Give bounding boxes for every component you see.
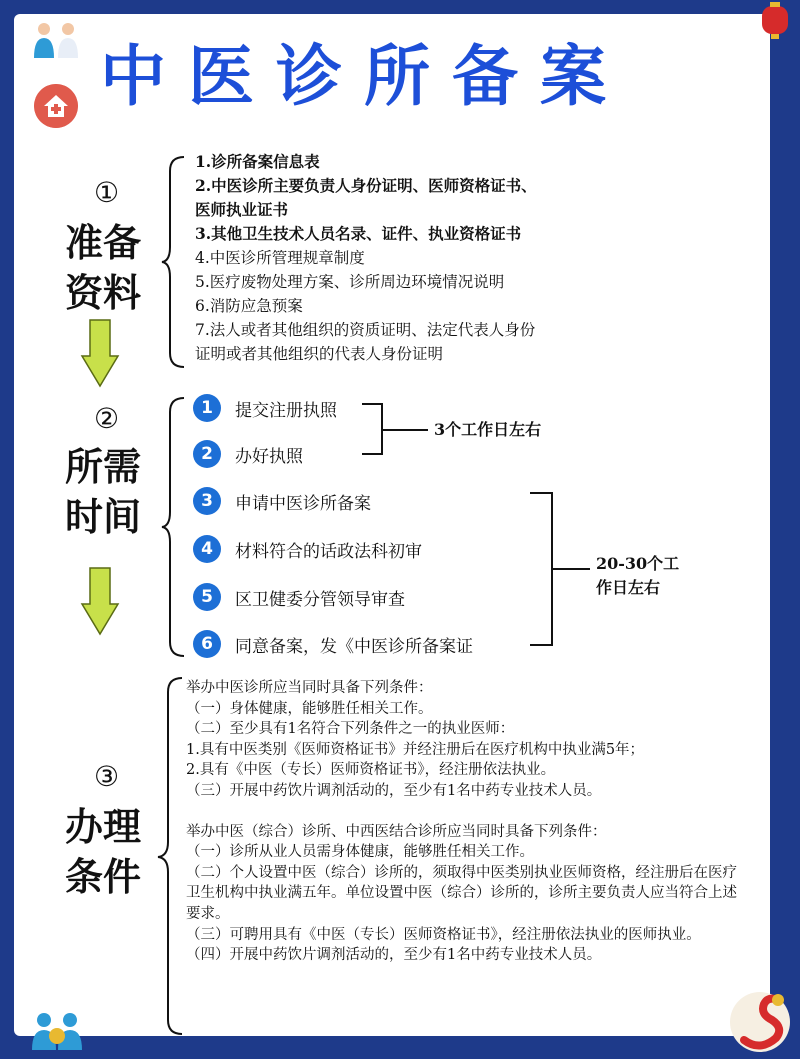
condition-line: 举办中医（综合）诊所、中西医结合诊所应当同时具备下列条件： — [186, 823, 607, 840]
step-3-text: 申请中医诊所备案 — [235, 493, 371, 514]
medical-house-icon — [34, 84, 78, 128]
time-note-2 — [596, 552, 679, 600]
condition-line: 2.具有《中医（专长）医师资格证书》，经注册依法执业。 — [186, 762, 556, 779]
condition-line: （三）可聘用具有《中医（专长）医师资格证书》，经注册依法执业的医师执业。 — [186, 926, 701, 943]
section-1-label-line1: 准备 — [64, 221, 141, 265]
step-6-badge: 6 — [193, 630, 221, 658]
condition-spacer — [186, 802, 746, 822]
lantern-decoration-icon — [750, 0, 800, 40]
team-icon — [30, 1010, 84, 1050]
condition-line: 1.具有中医类别《医师资格证书》并经注册后在医疗机构中执业满5年； — [186, 741, 645, 758]
time-note-2-line2: 作日左右 — [596, 578, 661, 597]
step-2 — [193, 438, 303, 470]
step-2-badge: 2 — [193, 440, 221, 468]
down-arrow-icon — [80, 318, 120, 388]
step-4 — [193, 533, 422, 565]
condition-line: （四）开展中药饮片调剂活动的，至少有1名中药专业技术人员。 — [186, 947, 602, 964]
step-1 — [193, 392, 337, 424]
conditions-block — [186, 678, 746, 966]
step-5-text: 区卫健委分管领导审查 — [235, 589, 405, 610]
section-2-label — [48, 442, 158, 542]
section-2-number: ② — [94, 402, 120, 435]
section-3-label-line1: 办理 — [64, 805, 141, 849]
step-6 — [193, 628, 473, 660]
section-1-brace — [160, 155, 186, 370]
condition-line: （三）开展中药饮片调剂活动的，至少有1名中药专业技术人员。 — [186, 782, 602, 799]
material-item: 3.其他卫生技术人员名录、证件、执业资格证书 — [195, 224, 522, 243]
material-item: 1.诊所备案信息表 — [195, 152, 320, 171]
condition-line: （一）诊所从业人员需身体健康，能够胜任相关工作。 — [186, 844, 534, 861]
down-arrow-icon — [80, 566, 120, 636]
section-3-label-line2: 条件 — [64, 855, 141, 899]
snake-decoration-icon — [720, 980, 800, 1059]
materials-list — [195, 150, 537, 366]
section-1-label — [48, 218, 158, 318]
condition-line: 举办中医诊所应当同时具备下列条件： — [186, 680, 433, 696]
step-2-text: 办好执照 — [235, 446, 303, 467]
condition-line: （二）个人设置中医（综合）诊所的，须取得中医类别执业医师资格，经注册后在医疗卫生机构中执业满五年。单位设置中医（综合）诊所的，诊所主要负责人应当符合上述要求。 — [186, 864, 737, 922]
doctor-patient-icon — [30, 20, 82, 60]
section-3-label — [48, 802, 158, 902]
time-note-1: 3个工作日左右 — [434, 420, 542, 439]
material-item: 4.中医诊所管理规章制度 — [195, 249, 365, 267]
material-item: 5.医疗废物处理方案、诊所周边环境情况说明 — [195, 273, 505, 291]
step-3 — [193, 485, 371, 517]
material-item: 6.消防应急预案 — [195, 297, 303, 315]
condition-line: （二）至少具有1名符合下列条件之一的执业医师： — [186, 721, 515, 738]
section-2-label-line2: 时间 — [64, 495, 141, 539]
section-3-brace — [156, 676, 184, 1036]
time-bracket-2 — [528, 490, 592, 648]
step-5-badge: 5 — [193, 583, 221, 611]
section-1-number: ① — [94, 176, 120, 209]
material-item: 2.中医诊所主要负责人身份证明、医师资格证书、 — [195, 176, 537, 195]
step-3-badge: 3 — [193, 487, 221, 515]
step-1-badge: 1 — [193, 394, 221, 422]
section-2-brace — [160, 396, 186, 658]
material-item: 医师执业证书 — [195, 200, 289, 219]
step-4-text: 材料符合的话政法科初审 — [235, 541, 422, 562]
section-2-label-line1: 所需 — [64, 445, 141, 489]
step-4-badge: 4 — [193, 535, 221, 563]
section-3-number: ③ — [94, 760, 120, 793]
page-title: 中医诊所备案 — [100, 38, 628, 115]
step-5 — [193, 581, 405, 613]
time-bracket-1 — [360, 400, 430, 460]
time-note-2-line1: 20-30个工 — [596, 554, 680, 573]
material-item: 7.法人或者其他组织的资质证明、法定代表人身份 — [195, 321, 536, 339]
section-1-label-line2: 资料 — [64, 271, 141, 315]
material-item: 证明或者其他组织的代表人身份证明 — [195, 345, 444, 363]
step-6-text: 同意备案，发《中医诊所备案证 — [235, 636, 473, 657]
condition-line: （一）身体健康，能够胜任相关工作。 — [186, 700, 433, 717]
step-1-text: 提交注册执照 — [235, 400, 337, 421]
